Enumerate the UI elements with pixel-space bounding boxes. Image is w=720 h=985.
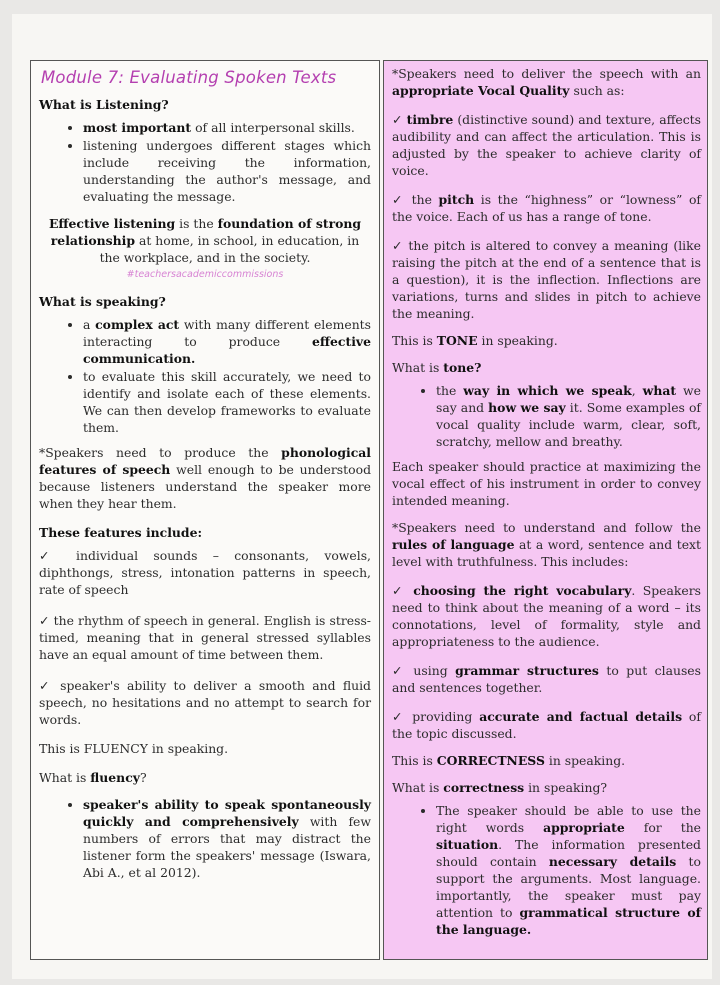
- correctness-list: [392, 802, 701, 938]
- left-column: [30, 60, 380, 960]
- list-item: • The speaker should be able to use the right words appropriate for the situation. The information presented should contain necessary details to support the arguments. Most language. importantly, the speaker must pay attention to grammatical structure of the language.: [436, 802, 701, 938]
- listening-heading: What is Listening?: [39, 97, 169, 112]
- fluency-list: [39, 796, 371, 881]
- document-page: [12, 14, 712, 979]
- correctness-question: What is correctness in speaking?: [392, 780, 608, 795]
- vocabulary-paragraph: ✓ choosing the right vocabulary. Speakers need to think about the meaning of a word – its connotations, level of formality, style and appropriateness to the audience.: [392, 583, 701, 649]
- grammar-paragraph: ✓ using grammar structures to put clauses and sentences together.: [392, 663, 701, 695]
- listening-list: [39, 119, 371, 205]
- correctness-line: This is CORRECTNESS in speaking.: [392, 753, 626, 768]
- list-item: • a complex act with many different elements interacting to produce effective communication.: [83, 316, 371, 367]
- vocal-quality-intro: *Speakers need to deliver the speech with an appropriate Vocal Quality such as:: [392, 66, 701, 98]
- fluency-line: This is FLUENCY in speaking.: [39, 741, 229, 756]
- features-heading: These features include:: [39, 525, 203, 540]
- list-item: • the way in which we speak, what we say and how we say it. Some examples of vocal quality include warm, clear, soft, scratchy, mellow and breathy.: [436, 382, 701, 450]
- feature-sounds: ✓ individual sounds – consonants, vowels, diphthongs, stress, intonation patterns in speech, rate of speech: [39, 548, 371, 597]
- module-title: Module 7: Evaluating Spoken Texts: [41, 68, 337, 87]
- speaking-heading: What is speaking?: [39, 294, 166, 309]
- tone-line: This is TONE in speaking.: [392, 333, 558, 348]
- effective-listening-paragraph: Effective listening is the foundation of strong relationship at home, in school, in education, in the workplace, and in the society.: [48, 216, 362, 265]
- accuracy-paragraph: ✓ providing accurate and factual details of the topic discussed.: [392, 709, 701, 741]
- practice-paragraph: Each speaker should practice at maximizing the vocal effect of his instrument in order to convey intended meaning.: [392, 459, 701, 508]
- feature-fluency: ✓ speaker's ability to deliver a smooth and fluid speech, no hesitations and no attempt to search for words.: [39, 678, 371, 727]
- phonological-paragraph: *Speakers need to produce the phonological features of speech well enough to be understood because listeners understand the speaker more when they hear them.: [39, 445, 371, 511]
- rules-paragraph: *Speakers need to understand and follow the rules of language at a word, sentence and text level with truthfulness. This includes:: [392, 520, 701, 569]
- tone-question: What is tone?: [392, 360, 482, 375]
- right-column: [383, 60, 708, 960]
- pitch-paragraph: ✓ the pitch is the “highness” or “lowness” of the voice. Each of us has a range of tone.: [392, 192, 701, 224]
- tone-list: [392, 382, 701, 450]
- speaking-list: [39, 316, 371, 436]
- watermark: #teachersacademiccommissions: [126, 269, 284, 280]
- list-item: • listening undergoes different stages which include receiving the information, understanding the author's message, and evaluating the message.: [83, 137, 371, 205]
- fluency-question: What is fluency?: [39, 770, 147, 785]
- list-item: • most important of all interpersonal skills.: [83, 119, 371, 136]
- timbre-paragraph: ✓ timbre (distinctive sound) and texture, affects audibility and can affect the articulation. This is adjusted by the speaker to achieve clarity of voice.: [392, 112, 702, 178]
- feature-rhythm: ✓ the rhythm of speech in general. English is stress-timed, meaning that in general stressed syllables have an equal amount of time between them.: [39, 613, 371, 662]
- list-item: • to evaluate this skill accurately, we need to identify and isolate each of these elements. We can then develop frameworks to evaluate them.: [83, 368, 371, 436]
- list-item: • speaker's ability to speak spontaneously quickly and comprehensively with few numbers of errors that may distract the listener form the speakers' message (Iswara, Abi A., et al 2012).: [83, 796, 371, 881]
- inflection-paragraph: ✓ the pitch is altered to convey a meaning (like raising the pitch at the end of a sentence that is a question), it is the inflection. Inflections are variations, turns and slides in pitch to achieve the meaning.: [392, 238, 701, 321]
